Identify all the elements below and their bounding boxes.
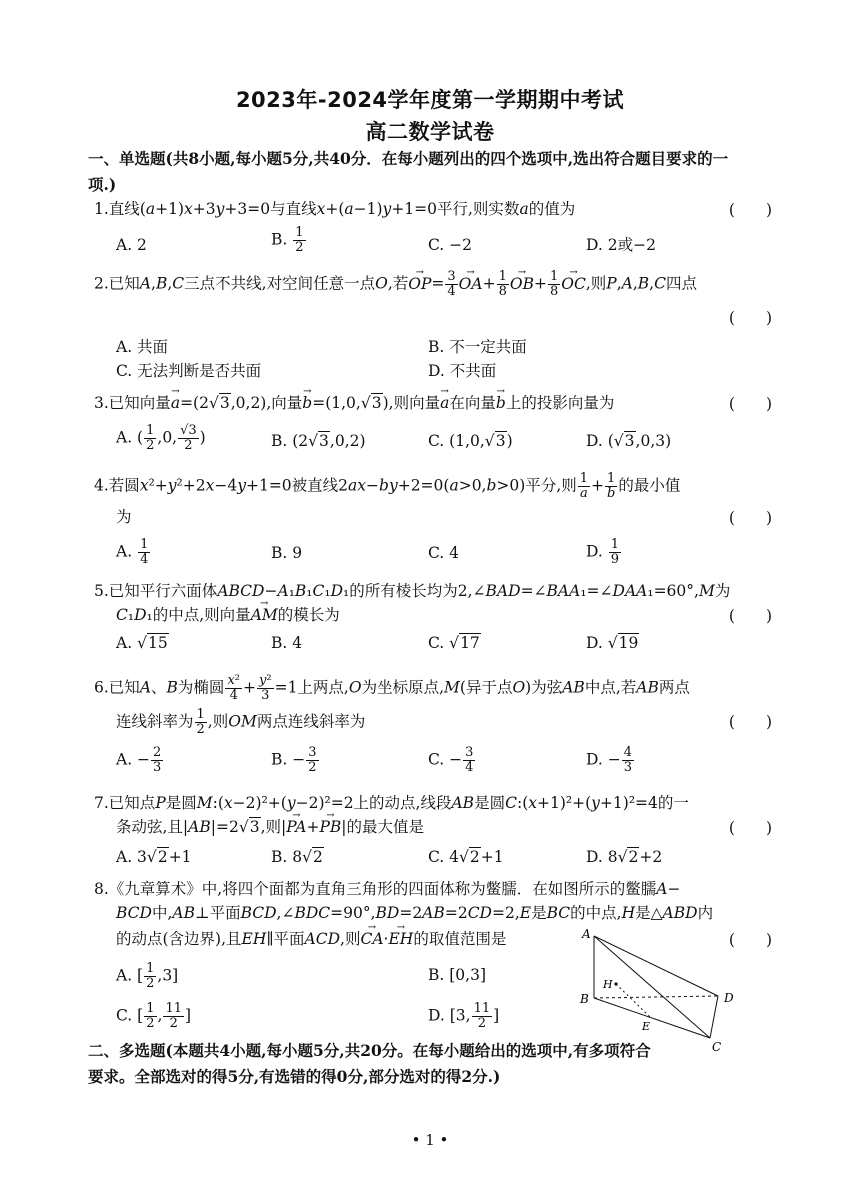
answer-blank: ( ) <box>728 201 772 219</box>
option-b: B. (2√3,0,2) <box>271 432 366 450</box>
option-a: A. 共面 <box>116 338 169 356</box>
option-a: A. √15 <box>116 634 168 652</box>
edge-dc <box>710 996 718 1038</box>
tetrahedron-figure <box>572 922 752 1052</box>
question-8-line2: BCD中,AB⊥平面BCD,∠BDC=90°,BD=2AB=2CD=2,E是BC的中点,H是△ABD内 <box>116 904 714 922</box>
option-d: D. 8√2+2 <box>586 848 663 866</box>
exam-title: 2023年-2024学年度第一学期期中考试 <box>235 88 625 112</box>
question-7-line2: 条动弦,且|AB|=2√3,则|→ PA+→ PB|的最大值是 <box>116 816 424 838</box>
option-d: D. $\frac{1}{9}$ <box>586 537 620 567</box>
option-c: C. (1,0,√3) <box>428 432 513 450</box>
option-d: D. 不共面 <box>428 362 497 380</box>
section-heading-line: 二、多选题(本题共4小题,每小题5分,共20分。在每小题给出的选项中,有多项符合 <box>88 1041 651 1060</box>
section-heading-line: 项.) <box>88 175 117 194</box>
question-1: 1.直线(a+1)x+3y+3=0与直线x+(a−1)y+1=0平行,则实数a的值为 <box>94 200 576 218</box>
label-h: H <box>603 978 613 991</box>
edge-bd-hidden <box>594 996 718 998</box>
option-a: A. 3√2+1 <box>116 848 192 866</box>
option-c: C. 4 <box>428 544 460 562</box>
question-number: 8. <box>94 880 109 898</box>
answer-blank: ( ) <box>728 931 772 949</box>
option-b: B. 8√2 <box>271 848 323 866</box>
option-a: A. $\frac{1}{4}$ <box>116 537 149 567</box>
option-b: B. [0,3] <box>428 966 486 984</box>
option-b: B. 4 <box>271 634 303 652</box>
answer-blank: ( ) <box>728 395 772 413</box>
option-b: B. 不一定共面 <box>428 338 527 356</box>
option-b: B. $\frac{1}{2}$ <box>271 225 304 255</box>
question-number: 2. <box>94 274 109 293</box>
question-8-line3: 的动点(含边界),且EH∥平面ACD,则→ CA·→ EH的取值范围是 <box>116 928 506 950</box>
section-heading-multi-choice <box>88 1038 788 1090</box>
option-b: B. 9 <box>271 544 303 562</box>
section-heading-single-choice <box>88 146 788 198</box>
option-d: D. √19 <box>586 634 639 652</box>
option-d: D. (√3,0,3) <box>586 432 672 450</box>
point-h <box>614 982 617 985</box>
question-4: 4.若圆x²+y²+2x−4y+1=0被直线2ax−by+2=0(a>0,b>0)平分,则 $\frac{1}{a}$ + $\frac{1}{b}$ 的最小值 <box>94 471 681 501</box>
question-2: 2.已知A,B,C三点不共线,对空间任意一点O,若→ OP= $\frac{3}{4}$ → OA+ $\frac{1}{8}$ → OB+ $\frac{1}{8}$ → OC,则P,A,B,C四点 <box>94 270 697 299</box>
label-a: A <box>582 927 591 941</box>
question-6: 6.已知A、B为椭圆 $\frac{\text{x²}}{4}$ + $\frac{\text{y²}}{3}$ =1上两点,O为坐标原点,M(异于点O)为弦AB中点,若AB两点 <box>94 673 690 703</box>
option-c: C. 无法判断是否共面 <box>116 362 262 380</box>
question-6-line2: 连线斜率为 $\frac{1}{2}$ ,则OM两点连线斜率为 <box>116 707 366 737</box>
option-a: A. − $\frac{2}{3}$ <box>116 745 162 775</box>
question-number: 3. <box>94 394 109 412</box>
question-5-line2: C₁D₁的中点,则向量→ AM的模长为 <box>116 604 340 626</box>
answer-blank: ( ) <box>728 713 772 731</box>
option-a: A. 2 <box>116 236 147 254</box>
option-c: C. −2 <box>428 236 473 254</box>
option-a: A. ( $\frac{1}{2}$ ,0, $\frac{√3}{2}$ ) <box>116 423 206 453</box>
option-a: A. [ $\frac{1}{2}$ ,3] <box>116 961 179 991</box>
option-d: D. [3, $\frac{11}{2}$ ] <box>428 1001 500 1031</box>
label-c: C <box>712 1040 722 1052</box>
question-number: 5. <box>94 582 109 600</box>
question-5: 5.已知平行六面体ABCD−A₁B₁C₁D₁的所有棱长均为2,∠BAD=∠BAA₁=∠DAA₁=60°,M为 <box>94 582 731 600</box>
question-4-tail: 为 <box>116 508 132 526</box>
question-7: 7.已知点P是圆M:(x−2)²+(y−2)²=2上的动点,线段AB是圆C:(x+1)²+(y+1)²=4的一 <box>94 794 689 812</box>
question-number: 4. <box>94 476 109 495</box>
question-number: 1. <box>94 200 109 218</box>
option-c: C. √17 <box>428 634 480 652</box>
option-c: C. [ $\frac{1}{2}$ , $\frac{11}{2}$ ] <box>116 1001 192 1031</box>
question-3: 3.已知向量→ a=(2√3,0,2),向量→ b=(1,0,√3),则向量→ a在向量→ b上的投影向量为 <box>94 392 614 414</box>
question-number: 7. <box>94 794 109 812</box>
option-d: D. − $\frac{4}{3}$ <box>586 745 632 775</box>
question-8: 8.《九章算术》中,将四个面都为直角三角形的四面体称为鳖臑．在如图所示的鳖臑A− <box>94 880 681 898</box>
segment-eh <box>616 984 650 1017</box>
label-b: B <box>580 992 589 1006</box>
exam-subtitle: 高二数学试卷 <box>365 120 495 144</box>
answer-blank: ( ) <box>728 309 772 327</box>
option-d: D. 2或−2 <box>586 236 656 254</box>
edge-bc <box>594 998 710 1038</box>
label-d: D <box>724 991 734 1005</box>
label-e: E <box>642 1020 651 1033</box>
answer-blank: ( ) <box>728 607 772 625</box>
section-heading-line: 要求。全部选对的得5分,有选错的得0分,部分选对的得2分.) <box>88 1067 501 1086</box>
answer-blank: ( ) <box>728 509 772 527</box>
question-number: 6. <box>94 678 109 697</box>
option-c: C. 4√2+1 <box>428 848 504 866</box>
page-number: • 1 • <box>411 1131 449 1149</box>
answer-blank: ( ) <box>728 819 772 837</box>
option-c: C. − $\frac{3}{4}$ <box>428 745 474 775</box>
section-heading-line: 一、单选题(共8小题,每小题5分,共40分．在每小题列出的四个选项中,选出符合题目要求的一 <box>88 149 729 168</box>
option-b: B. − $\frac{3}{2}$ <box>271 745 317 775</box>
edge-ad <box>594 936 718 996</box>
